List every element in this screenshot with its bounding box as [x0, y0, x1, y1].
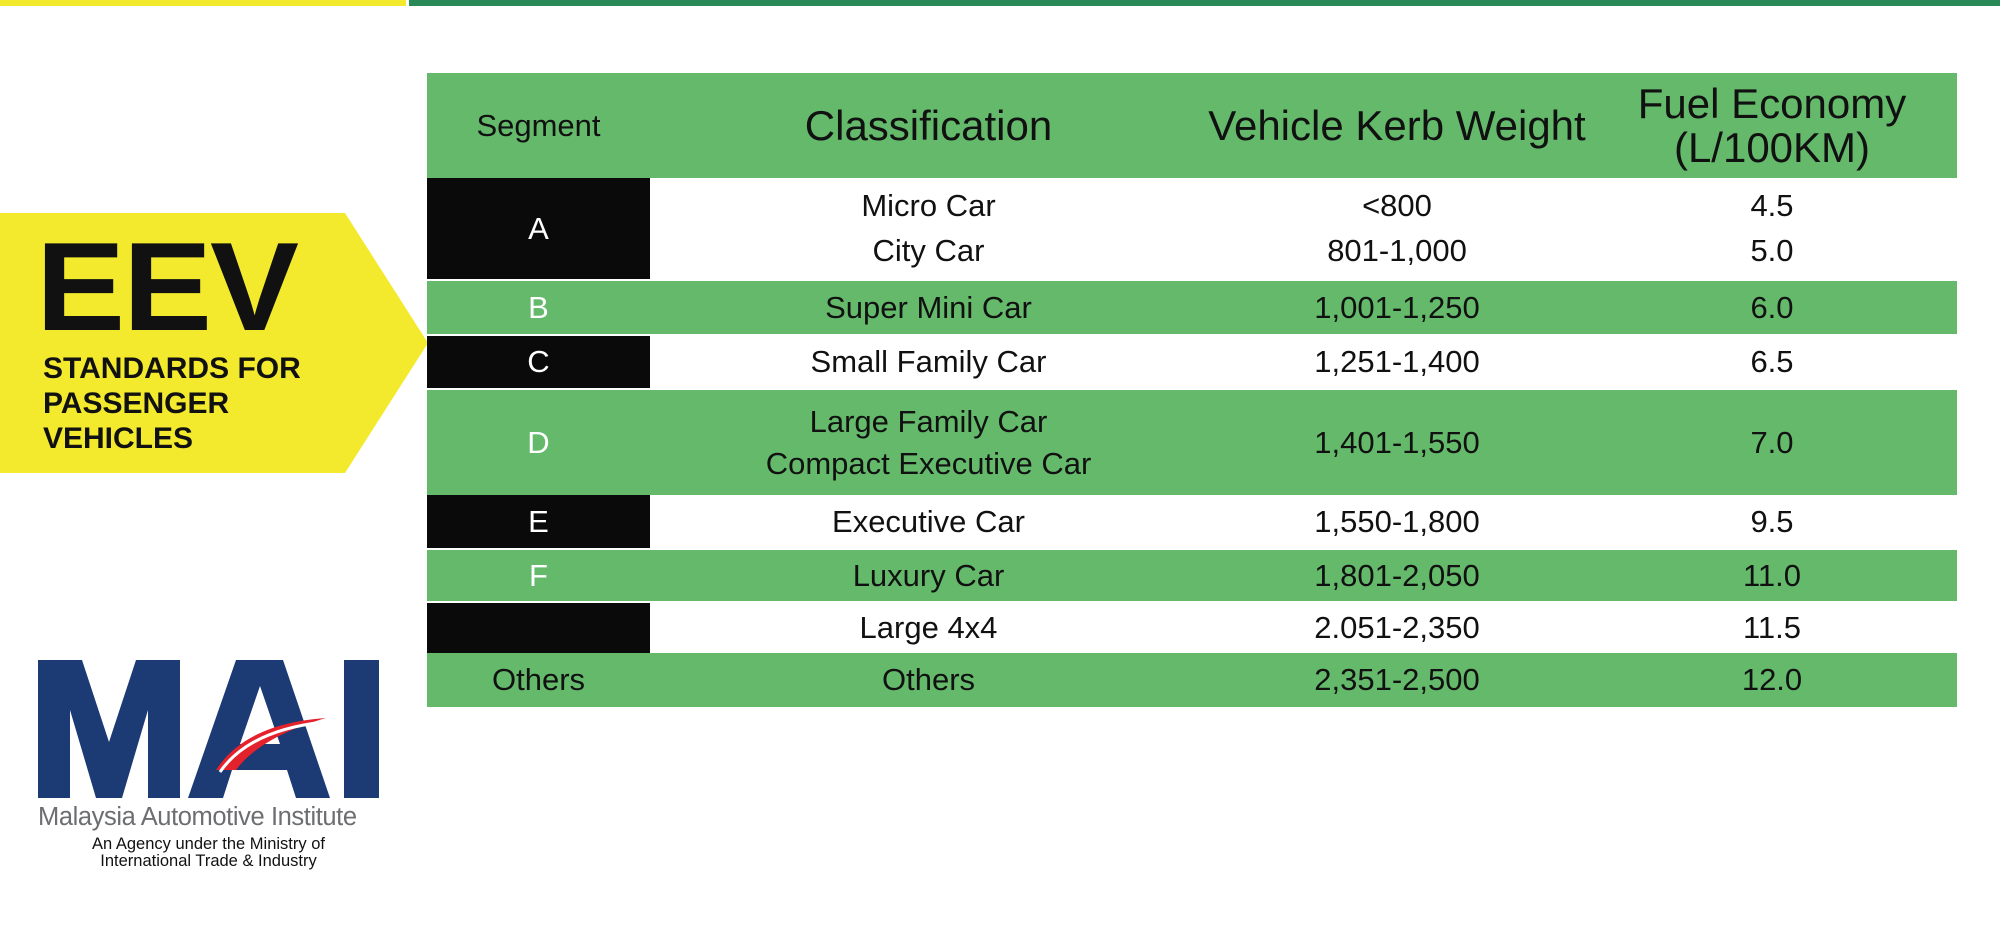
kerb-weight-cell: 1,401-1,550 — [1314, 424, 1480, 460]
classification-cell: Executive Car — [832, 503, 1025, 539]
fuel-economy-cell: 6.0 — [1750, 289, 1794, 325]
classification-cell: Large 4x4 — [859, 610, 998, 645]
kerb-weight-value: <800 — [1362, 187, 1432, 223]
table-row — [427, 390, 1957, 495]
table-header-row — [427, 73, 1957, 178]
mai-logo-letter-i — [344, 660, 379, 798]
header-fuel-economy-line: (L/100KM) — [1673, 123, 1871, 171]
kerb-weight-cell: 2,351-2,500 — [1314, 662, 1480, 697]
header-segment: Segment — [476, 107, 601, 143]
kerb-weight-cell: 1,251-1,400 — [1314, 344, 1480, 379]
header-classification: Classification — [804, 101, 1053, 149]
fuel-economy-cell: 12.0 — [1741, 662, 1803, 697]
classification-cell: Super Mini Car — [825, 289, 1032, 325]
header-fuel-economy — [1587, 73, 1957, 178]
kerb-weight-cell: 2.051-2,350 — [1314, 610, 1480, 645]
kerb-weight-cell: 1,550-1,800 — [1314, 503, 1480, 539]
fuel-economy-cell: 11.5 — [1742, 610, 1802, 645]
classification-value: Large Family Car — [809, 403, 1048, 439]
eev-subtitle — [43, 351, 343, 456]
eev-subtitle-line: PASSENGER — [43, 387, 230, 420]
classification-value: Micro Car — [861, 187, 996, 223]
table-row — [427, 495, 1957, 548]
table-row — [427, 603, 1957, 653]
mai-logo — [38, 660, 379, 798]
eev-title: EEV — [36, 216, 297, 357]
classification-value: Compact Executive Car — [765, 445, 1092, 481]
organization-tagline-line: International Trade & Industry — [100, 852, 317, 870]
classification-cell — [650, 390, 1207, 495]
table-row — [427, 550, 1957, 601]
kerb-weight-cell: 1,801-2,050 — [1314, 557, 1480, 593]
segment-cell: Others — [491, 662, 586, 697]
fuel-economy-value: 4.5 — [1750, 187, 1794, 223]
classification-cell — [650, 178, 1207, 279]
eev-standards-table — [427, 73, 1957, 707]
fuel-economy-cell: 9.5 — [1750, 503, 1794, 539]
table-row — [427, 281, 1957, 334]
fuel-economy-value: 5.0 — [1750, 233, 1794, 269]
top-accent-bar-yellow — [0, 0, 406, 6]
fuel-economy-cell: 11.0 — [1742, 557, 1802, 593]
classification-cell: Luxury Car — [852, 557, 1005, 593]
kerb-weight-cell — [1207, 178, 1587, 279]
organization-tagline — [38, 836, 379, 870]
eev-subtitle-line: STANDARDS FOR — [43, 352, 301, 385]
kerb-weight-value: 801-1,000 — [1327, 233, 1467, 269]
table-row — [427, 178, 1957, 279]
fuel-economy-cell: 7.0 — [1750, 424, 1794, 460]
segment-cell — [427, 603, 650, 653]
header-fuel-economy-line: Fuel Economy — [1637, 79, 1907, 127]
segment-cell: A — [427, 178, 650, 279]
header-kerb-weight: Vehicle Kerb Weight — [1208, 101, 1586, 149]
segment-cell: F — [529, 557, 548, 593]
fuel-economy-cell: 6.5 — [1750, 344, 1794, 379]
classification-value: City Car — [872, 233, 985, 269]
classification-cell: Others — [881, 662, 976, 697]
table-row — [427, 336, 1957, 388]
classification-cell: Small Family Car — [810, 344, 1047, 379]
segment-cell: C — [427, 336, 650, 388]
segment-cell: D — [527, 424, 550, 460]
kerb-weight-cell: 1,001-1,250 — [1314, 289, 1480, 325]
mai-logo-letter-m — [38, 660, 180, 798]
organization-name: Malaysia Automotive Institute — [38, 803, 357, 831]
segment-cell: B — [528, 289, 549, 325]
eev-subtitle-line: VEHICLES — [43, 422, 194, 455]
top-accent-bar-green — [409, 0, 2000, 6]
segment-cell: E — [427, 495, 650, 548]
table-row — [427, 653, 1957, 707]
fuel-economy-cell — [1587, 178, 1957, 279]
organization-tagline-line: An Agency under the Ministry of — [92, 835, 325, 853]
